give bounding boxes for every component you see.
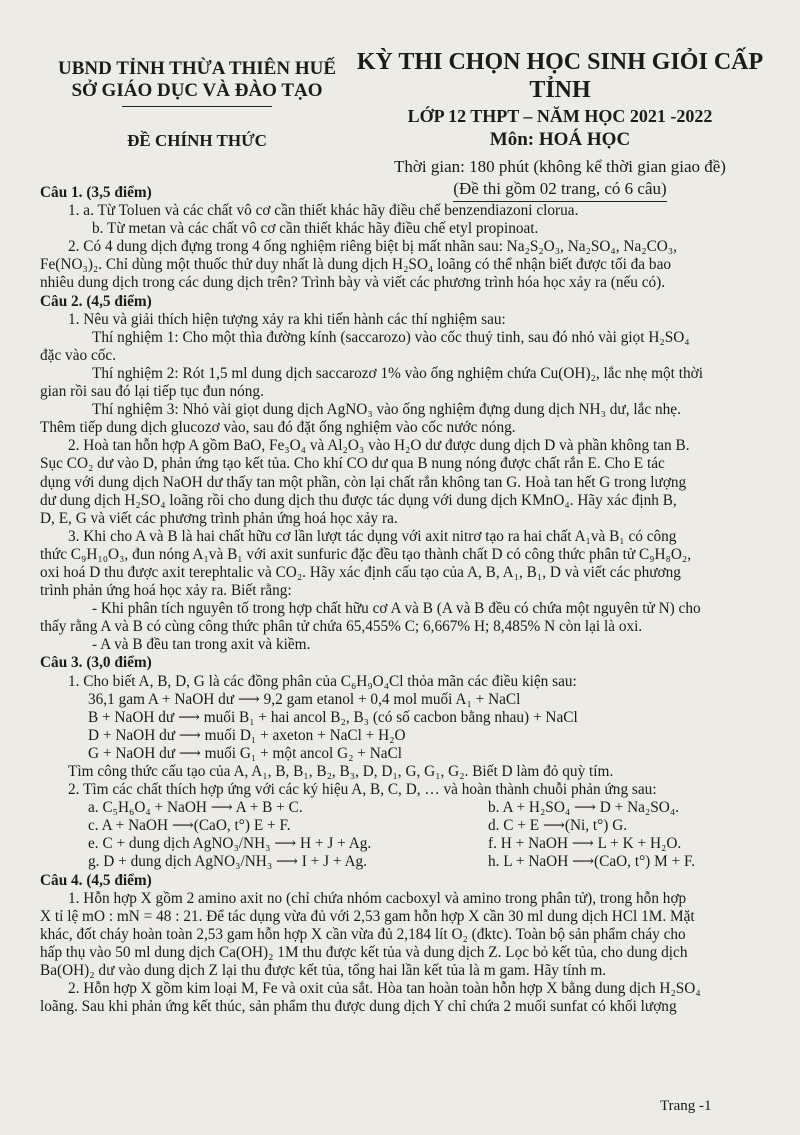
official-label: ĐỀ CHÍNH THỨC — [127, 131, 267, 150]
exam-subject: Môn: HOÁ HỌC — [489, 129, 631, 150]
reaction-b: b. A + H₂SO₄ ⟶ D + Na₂SO₄. — [488, 799, 679, 817]
question-heading: Câu 2. (4,5 điểm) — [40, 292, 152, 310]
text-line: hấp thụ vào 50 ml dung dịch Ca(OH)₂ 1M thu được kết tủa và dung dịch Z. Lọc bỏ kết tủa, cho dung dịch — [40, 943, 688, 961]
reaction-line: G + NaOH dư ⟶ muối G₁ + một ancol G₂ + NaCl — [88, 744, 403, 762]
text-line: 1. Hỗn hợp X gồm 2 amino axit no (chỉ chứa nhóm cacboxyl và amino trong phân tử), trong hỗn hợp — [68, 889, 687, 907]
text-line: 1. Nêu và giải thích hiện tượng xảy ra khi tiến hành các thí nghiệm sau: — [68, 310, 506, 328]
text-line: loãng. Sau khi phản ứng kết thúc, sản phẩm thu được dung dịch Y chỉ chứa 2 muối sunfat có khối lượng — [40, 998, 677, 1016]
reaction-a: a. C₅H₆O₄ + NaOH ⟶ A + B + C. — [88, 799, 303, 817]
text-line: dụng với dung dịch NaOH dư thấy tan một phần, còn lại chất rắn không tan G. Hoà tan hết G trong lượng — [40, 473, 687, 491]
reaction-chain — [88, 799, 788, 871]
text-line: Thí nghiệm 2: Rót 1,5 ml dung dịch saccarozơ 1% vào ống nghiệm chứa Cu(OH)₂, lắc nhẹ một thời — [92, 364, 703, 382]
text-line: khác, đốt cháy hoàn toàn 2,53 gam hỗn hợp X cần vừa đủ 2,184 lít O₂ (đktc). Toàn bộ sản phẩm cháy cho — [40, 925, 686, 943]
text-line: gian rồi sau đó lại tiếp tục đun nóng. — [40, 383, 264, 401]
header-right — [340, 48, 780, 202]
reaction-c: c. A + NaOH ⟶(CaO, t°) E + F. — [88, 817, 291, 835]
text-line: 1. Cho biết A, B, D, G là các đồng phân của C₆H₉O₄Cl thỏa mãn các điều kiện sau: — [68, 672, 577, 690]
text-line: Fe(NO₃)₂. Chỉ dùng một thuốc thử duy nhất là dung dịch H₂SO₄ loãng có thể nhận biết được tối đa bao — [40, 256, 672, 274]
text-line: Tìm công thức cấu tạo của A, A₁, B, B₁, B₂, B₃, D, D₁, G, G₁, G₂. Biết D làm đỏ quỳ tím. — [68, 763, 614, 780]
reaction-line: B + NaOH dư ⟶ muối B₁ + hai ancol B₂, B₃ (có số cacbon bằng nhau) + NaCl — [88, 708, 578, 726]
text-line: thấy rằng A và B có cùng công thức phân tử chứa 65,455% C; 6,667% H; 8,485% N còn lại là oxi. — [40, 618, 643, 636]
text-line: Ba(OH)₂ dư vào dung dịch Z lại thu được kết tủa, tổng hai lần kết tủa là m gam. Hãy tính m. — [40, 962, 607, 980]
question-heading: Câu 4. (4,5 điểm) — [40, 871, 152, 889]
reaction-g: g. D + dung dịch AgNO₃/NH₃ ⟶ I + J + Ag. — [88, 853, 368, 871]
text-line: X tỉ lệ mO : mN = 48 : 21. Để tác dụng vừa đủ với 2,53 gam hỗn hợp X cần 30 ml dung dịch HCl 1M. Mặt — [40, 907, 695, 925]
text-line: đặc vào cốc. — [40, 346, 117, 364]
text-line: 3. Khi cho A và B là hai chất hữu cơ lần lượt tác dụng với axit nitrơ tạo ra hai chất A₁và B₁ có công — [68, 527, 677, 545]
text-line: Thí nghiệm 3: Nhỏ vài giọt dung dịch AgNO₃ vào ống nghiệm đựng dung dịch NH₃ dư, lắc nhẹ. — [92, 401, 681, 419]
reaction-f: f. H + NaOH ⟶ L + K + H₂O. — [488, 835, 682, 853]
exam-pages: (Đề thi gồm 02 trang, có 6 câu) — [453, 178, 666, 202]
reaction-h: h. L + NaOH ⟶(CaO, t°) M + F. — [488, 853, 696, 871]
text-line: 2. Hỗn hợp X gồm kim loại M, Fe và oxit của sắt. Hòa tan hoàn toàn hỗn hợp X bằng dung dịch H₂SO₄ — [68, 980, 701, 998]
org-department: SỞ GIÁO DỤC VÀ ĐÀO TẠO — [71, 80, 323, 101]
page-number: Trang -1 — [660, 1098, 712, 1114]
reaction-line: D + NaOH dư ⟶ muối D₁ + axeton + NaCl + H₂O — [88, 726, 406, 744]
text-line: oxi hoá D thu được axit terephtalic và CO₂. Hãy xác định cấu tạo của A, B, A₁, B₁, D và viết các phương — [40, 563, 681, 581]
text-line: b. Từ metan và các chất vô cơ cần thiết khác hãy điều chế etyl propinoat. — [92, 220, 539, 238]
text-line: Thí nghiệm 1: Cho một thìa đường kính (saccarozo) vào cốc thuỷ tinh, sau đó nhỏ vài giọt H₂SO₄ — [92, 328, 690, 346]
reaction-d: d. C + E ⟶(Ni, t°) G. — [488, 817, 628, 835]
text-line: trình phản ứng hoá học xảy ra. Biết rằng: — [40, 582, 292, 600]
header-left — [52, 58, 342, 151]
question-heading: Câu 3. (3,0 điểm) — [40, 654, 152, 672]
exam-grade: LỚP 12 THPT – NĂM HỌC 2021 -2022 — [407, 106, 713, 126]
reaction-row — [88, 853, 788, 871]
text-line: D, E, G và viết các phương trình phản ứng hoá học xảy ra. — [40, 509, 398, 527]
text-line: 1. a. Từ Toluen và các chất vô cơ cần thiết khác hãy điều chế benzendiazoni clorua. — [68, 202, 579, 220]
text-line: nhiêu dung dịch trong các dung dịch trên? Trình bày và viết các phương trình hóa học xảy ra (nếu có). — [40, 274, 666, 292]
text-line: - A và B đều tan trong axit và kiềm. — [92, 636, 311, 654]
text-line: 2. Tìm các chất thích hợp ứng với các ký hiệu A, B, C, D, … và hoàn thành chuỗi phản ứng sau: — [68, 781, 657, 799]
text-line: thức C₉H₁₀O₃, đun nóng A₁và B₁ với axit sunfuric đặc đều tạo thành chất D có công thức phân tử C₉H₈O₂, — [40, 545, 692, 563]
text-line: - Khi phân tích nguyên tố trong hợp chất hữu cơ A và B (A và B đều có chứa một nguyên tử N) cho — [92, 600, 701, 618]
reaction-e: e. C + dung dịch AgNO₃/NH₃ ⟶ H + J + Ag. — [88, 835, 372, 853]
header-rule — [122, 106, 272, 107]
text-line: 2. Hoà tan hỗn hợp A gồm BaO, Fe₃O₄ và Al₂O₃ vào H₂O dư được dung dịch D và phần không tan B. — [68, 437, 690, 455]
text-line: dư dung dịch H₂SO₄ loãng rồi cho dung dịch thu được tác dụng với dung dịch KMnO₄. Hãy xác định B, — [40, 491, 677, 509]
org-province: UBND TỈNH THỪA THIÊN HUẾ — [57, 58, 337, 79]
question-heading: Câu 1. (3,5 điểm) — [40, 184, 152, 201]
exam-content — [40, 184, 788, 1016]
exam-title: KỲ THI CHỌN HỌC SINH GIỎI CẤP TỈNH — [356, 49, 764, 103]
reaction-block — [88, 691, 788, 763]
exam-time: Thời gian: 180 phút (không kể thời gian giao đề) — [394, 157, 726, 176]
reaction-row — [88, 817, 788, 835]
reaction-line: 36,1 gam A + NaOH dư ⟶ 9,2 gam etanol + 0,4 mol muối A₁ + NaCl — [88, 690, 521, 708]
text-line: 2. Có 4 dung dịch đựng trong 4 ống nghiệm riêng biệt bị mất nhãn sau: Na₂S₂O₃, Na₂SO₄, Na₂CO₃, — [68, 238, 677, 256]
text-line: Sục CO₂ dư vào D, phản ứng tạo kết tủa. Cho khí CO dư qua B nung nóng được chất rắn E. Cho E tác — [40, 455, 665, 473]
text-line: Thêm tiếp dung dịch glucozơ vào, sau đó đặt ống nghiệm vào cốc nước nóng. — [40, 419, 516, 437]
reaction-row — [88, 799, 788, 817]
reaction-row — [88, 835, 788, 853]
